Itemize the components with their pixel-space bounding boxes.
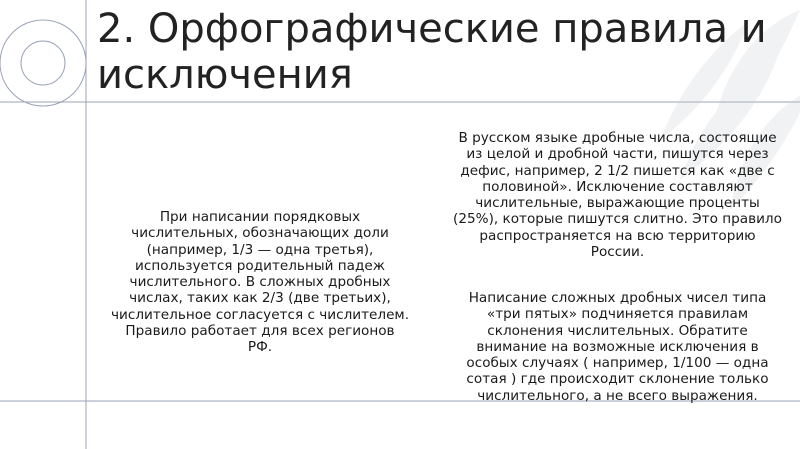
large-circle xyxy=(0,20,86,106)
small-circle xyxy=(21,41,65,85)
slide-title: 2. Орфографические правила и исключения xyxy=(97,6,767,98)
right-paragraph-2: Написание сложных дробных чисел типа «три пятых» подчиняется правилам склонения числительных. Обратите внимание на возможные исключения в особых случаях ( например, 1/100 — одна сотая ) где происходит склонение только числительного, а не всего выражения. xyxy=(466,290,769,404)
right-paragraph-1: В русском языке дробные числа, состоящие из целой и дробной части, пишутся через дефис, например, 2 1/2 пишется как «две с половиной». Исключение составляют числительные, выражающие проценты (25%), которые пишутся слитно. Это правило распространяется на всю территорию России. xyxy=(453,130,782,261)
left-paragraph: При написании порядковых числительных, обозначающих доли (например, 1/3 — одна третья), используется родительный падеж числительного. В сложных дробных числах, таких как 2/3 (две третьих), числительное согласуется с числителем. Правило работает для всех регионов РФ. xyxy=(110,209,410,356)
